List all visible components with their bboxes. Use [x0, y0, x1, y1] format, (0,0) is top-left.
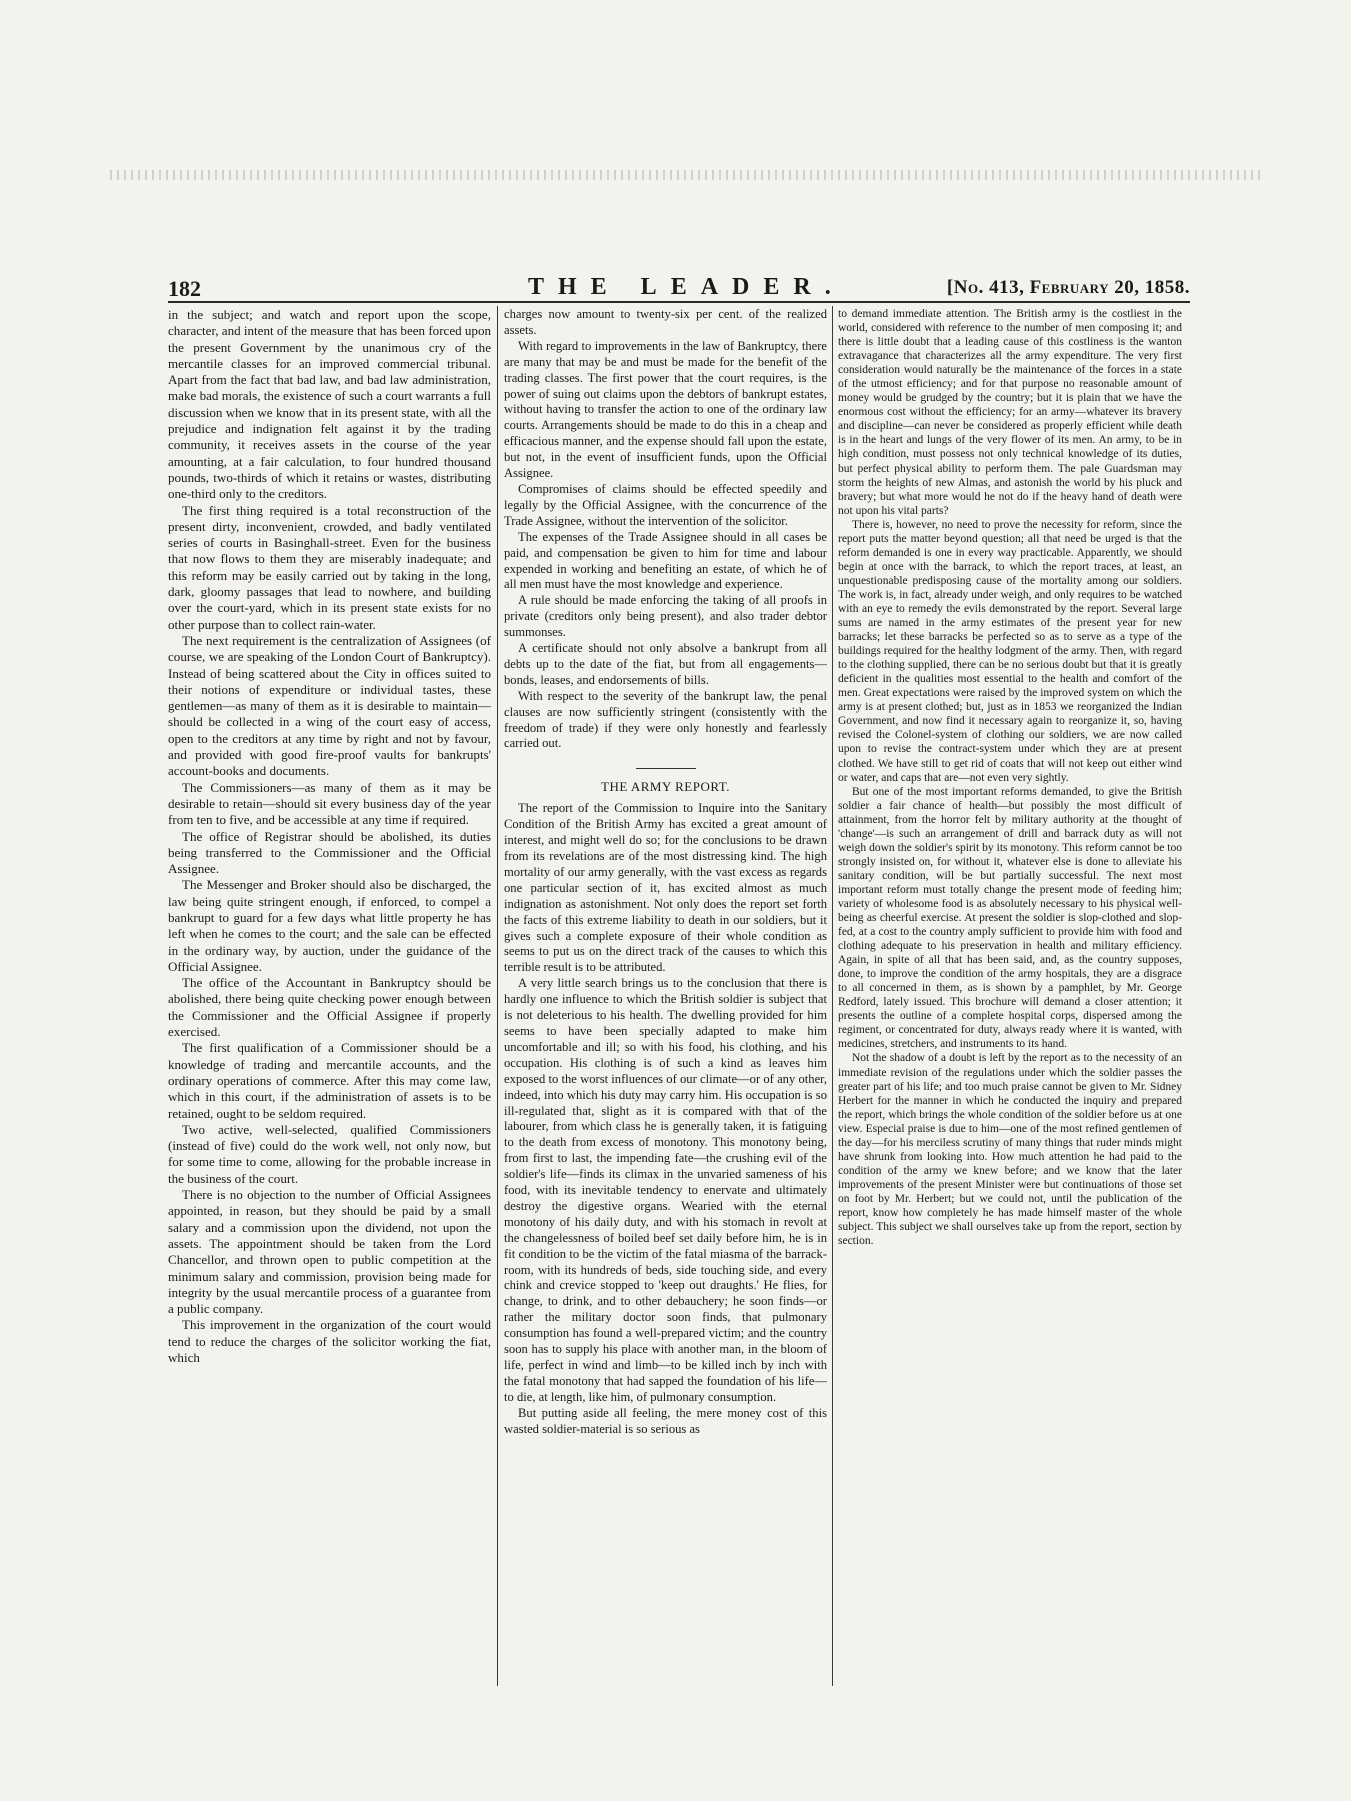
paragraph: The next requirement is the centralization of Assignees (of course, we are speaking of the London Court of Bankruptcy). Instead of being scattered about the City in offices suited to their notions of expenditure or individual tastes, these gentlemen—as many of them as it is desirable to maintain—should be collected in a wing of the court easy of access, open to the creditors at any time by right and not by favour, and provided with good fire-proof vaults for bankrupts' account-books and documents. [168, 632, 491, 779]
paragraph: Compromises of claims should be effected speedily and legally by the Official Assignee, with the concurrence of the Trade Assignee, without the intervention of the solicitor. [504, 481, 827, 528]
masthead [168, 276, 1190, 302]
paragraph: A very little search brings us to the conclusion that there is hardly one influence to which the British soldier is subject that is not deleterious to his health. The dwelling provided for him seems to have been specially adapted to make him uncomfortable and ill; so with his food, his clothing, and his occupation. His clothing is of such a kind as leaves him exposed to the worst influences of our climate—or of any other, indeed, into which his duty may carry him. His occupation is so ill-regulated that, slight as it is compared with that of the labourer, from which class he is generally taken, it is fatiguing to the death from excess of monotony. This monotony being, from first to last, the impending fate—the crushing evil of the soldier's life—finds its climax in the unvaried sameness of his food, with its inevitable tendency to enervate and ultimately destroy the digestive organs. Wearied with the eternal monotony of his daily duty, and with his stomach in revolt at the changelessness of boiled beef set daily before him, he is in fit condition to be the victim of the fatal miasma of the barrack-room, with its hundreds of beds, side touching side, and every chink and crevice stopped to 'keep out draughts.' He flies, for change, to drink, and to other debauchery; he soon finds—or rather the military doctor soon finds, that pulmonary consumption has found a well-prepared victim; and the country soon has to supply his place with another man, in the bloom of life, perfect in wind and limb—to be killed inch by inch with the fatal monotony that had sapped the foundation of his life—to die, at length, like him, of pulmonary consumption. [504, 976, 827, 1404]
paragraph: The first qualification of a Commissioner should be a knowledge of trading and mercantile accounts, and the ordinary operations of commerce. After this may come law, which in this court, if the administration of assets is to be retained, ought to be seldom required. [168, 1040, 491, 1121]
paragraph: The report of the Commission to Inquire into the Sanitary Condition of the British Army has excited a great amount of interest, and might well do so; for the conclusions to be drawn from its revelations are of the most distressing kind. The high mortality of our army generally, with the vast excess as regards one particular section of it, has excited almost as much indignation as astonishment. Not only does the report set forth the facts of this extreme liability to death in our soldiers, but it gives such a complete exposure of their whole condition as seems to put us on the direct track of the causes to which this terrible result is to be attributed. [504, 801, 827, 975]
column-2 [504, 307, 827, 1687]
paragraph: The first thing required is a total reconstruction of the present dirty, inconvenient, crowded, and badly ventilated series of courts in Basinghall-street. Even for the business that now flows to them they are miserably inadequate; and this reform may be easily carried out by taking in the long, dark, gloomy passages that lead to nowhere, and building over the court-yard, which in its present state exists for no other purpose than to collect rain-water. [168, 502, 491, 632]
paragraph: The Messenger and Broker should also be discharged, the law being quite stringent enough, if enforced, to compel a bankrupt to guard for a few days what little property he has left when he comes to the court; and the sale can be effected in the ordinary way, by auction, under the guidance of the Official Assignee. [168, 877, 491, 974]
paragraph: The expenses of the Trade Assignee should in all cases be paid, and compensation be given to him for time and labour expended in working and benefiting an estate, of which he of all men must have the most knowledge and experience. [504, 529, 827, 592]
issue-date: [No. 413, February 20, 1858. [946, 277, 1190, 298]
paragraph: With regard to improvements in the law of Bankruptcy, there are many that may be and must be made for the benefit of the trading classes. The first power that the court requires, is the power of suing out claims upon the debtors of bankrupt estates, without having to transfer the action to one of the ordinary law courts. Arrangements should be made to do this in a cheap and efficacious manner, and the expense should fall upon the estate, but not, in the event of insufficient funds, upon the Official Assignee. [504, 338, 827, 481]
column-rule-1 [497, 306, 498, 1686]
paragraph: A certificate should not only absolve a bankrupt from all debts up to the date of the fiat, but from all engagements—bonds, leases, and endorsements of bills. [504, 641, 827, 687]
paragraph: The office of the Accountant in Bankruptcy should be abolished, there being quite checking power enough between the Commissioner and the Official Assignee if properly exercised. [168, 975, 491, 1040]
column-rule-2 [832, 306, 833, 1686]
paragraph: charges now amount to twenty-six per cent. of the realized assets. [504, 307, 827, 337]
section-title: THE ARMY REPORT. [601, 779, 730, 795]
paragraph: to demand immediate attention. The British army is the costliest in the world, considered with reference to the number of men composing it; and there is little doubt that a leading cause of this costliness is the wanton extravagance that characterizes all the army expenditure. The very first consideration would naturally be the maintenance of the forces in a state of the utmost efficiency; and for that purpose no reasonable amount of money would be grudged by the country; but it is plain that we have the enormous cost without the efficiency; for an army—whatever its bravery and discipline—can never be considered as properly efficient while death is in the heart and lungs of the very flower of its men. An army, to be in high condition, must possess not only technical knowledge of its duties, but perfect physical ability to perform them. The pale Guardsman may storm the heights of new Almas, and astonish the world by his pluck and bravery; but what more would he not do if the heavy hand of death were not upon his vital parts? [838, 308, 1182, 517]
show-through-artifact [110, 170, 1260, 180]
column-1 [168, 307, 491, 1687]
paragraph: in the subject; and watch and report upon the scope, character, and intent of the measure that has been forced upon the present Government by the unanimous cry of the mercantile classes for an improved commercial tribunal. Apart from the fact that bad law, and bad law administration, make bad morals, the existence of such a court warrants a full discussion when we know that in its present state, with all the prejudice and indignation felt against it by the trading community, it receives assets in the course of the year amounting, at a fair calculation, to four hundred thousand pounds, two-thirds of which it retains or wastes, distributing one-third only to the creditors. [168, 307, 491, 502]
paragraph: There is no objection to the number of Official Assignees appointed, in reason, but they should be paid by a small salary and a commission upon the dividend, not upon the assets. The appointment should be taken from the Lord Chancellor, and thrown open to public competition at the minimum salary and commission, provision being made for integrity by the usual mercantile process of a guarantee from a public company. [168, 1187, 491, 1317]
section-divider [636, 768, 696, 769]
paragraph: But one of the most important reforms demanded, to give the British soldier a fair chance of health—but possibly the most difficult of attainment, from the horror felt by military authority at the thought of 'change'—is such an arrangement of drill and barrack duty as will not weigh down the soldier's spirit by its monotony. This reform cannot be too strongly insisted on, for without it, whatever else is done to alleviate his sanitary condition, will be but partially successful. The next most important reform must totally change the present mode of feeding him; variety of wholesome food is as absolutely necessary to his physical well-being as cheerful exercise. At present the soldier is slop-clothed and slop-fed, at a cost to the country amply sufficient to provide him with food and clothing adequate to his preservation in health and military efficiency. Again, in spite of all that has been said, and, as the country supposes, done, to improve the condition of the army hospitals, they are a disgrace to all concerned in them, as is shown by a pamphlet, by Mr. George Redford, lately issued. This brochure will demand a closer attention; it presents the outline of a complete hospital corps, dispersed among the regiment, or concentrated for duty, always ready where it is wanted, with medicines, stretchers, and instruments to its hand. [838, 785, 1182, 1051]
newspaper-title: THE LEADER. [528, 274, 845, 300]
paragraph: The office of Registrar should be abolished, its duties being transferred to the Commissioner and the Official Assignee. [168, 828, 491, 877]
paragraph: A rule should be made enforcing the taking of all proofs in private (creditors only being present), and also trader debtor summonses. [504, 593, 827, 640]
paragraph: But putting aside all feeling, the mere money cost of this wasted soldier-material is so serious as [504, 1405, 827, 1436]
paragraph: With respect to the severity of the bankrupt law, the penal clauses are now sufficiently stringent (consistently with the freedom of trade) if they were only honestly and fearlessly carried out. [504, 688, 827, 751]
column-3 [838, 307, 1182, 1687]
header-rule [168, 301, 1190, 303]
paragraph: Not the shadow of a doubt is left by the report as to the necessity of an immediate revision of the regulations under which the soldier passes the greater part of his life; and too much praise cannot be given to Mr. Sidney Herbert for the manner in which he conducted the inquiry and prepared the report, which brings the whole condition of the soldier before us at one view. Especial praise is due to him—one of the most refined gentlemen of the day—for his merciless scrutiny of many things that ruder minds might have shrunk from looking into. How much attention he had paid to the condition of the army we knew before; and we know that the later improvements of the present Minister were but continuations of those set on foot by Mr. Herbert; but we could not, until the publication of the report, know how completely he has made himself master of the whole subject. This subject we shall ourselves take up from the report, section by section. [838, 1052, 1182, 1248]
page-number: 182 [168, 276, 201, 301]
paragraph: Two active, well-selected, qualified Commissioners (instead of five) could do the work well, not only now, but for some time to come, allowing for the probable increase in the business of the court. [168, 1121, 491, 1186]
paragraph: The Commissioners—as many of them as it may be desirable to retain—should sit every business day of the year from ten to five, and be accessible at any time if required. [168, 779, 491, 828]
paragraph: There is, however, no need to prove the necessity for reform, since the report puts the matter beyond question; all that need be urged is that the reform demanded is one in every way practicable. Apparently, we should begin at once with the barrack, to which the report traces, at least, an unquestionable predisposing cause of the mortality among our soldiers. The work is, in fact, already under weigh, and only requires to be watched with an eye to remedy the evils demonstrated by the report. Several large sums are named in the army estimates of the present year for new barracks; let these barracks be perfected so as to serve as a type of the buildings required for the healthy lodgment of the army. Then, with regard to the clothing supplied, there can be no serious doubt but that it is greatly deficient in the qualities most essential to the health and comfort of the men. Great expectations were raised by the improved system on which the army is at present clothed; but, just as in 1853 we reorganized the Indian Government, and now find it necessary again to reorganize it, so, having revised the Colonel-system of clothing our soldiers, we are now called upon to revise the contract-system under which they are at present clothed. We have still to get rid of coats that will not keep out either wind or water, and caps that are—not even very sightly. [838, 518, 1182, 784]
paragraph: This improvement in the organization of the court would tend to reduce the charges of the solicitor working the fiat, which [168, 1317, 491, 1365]
